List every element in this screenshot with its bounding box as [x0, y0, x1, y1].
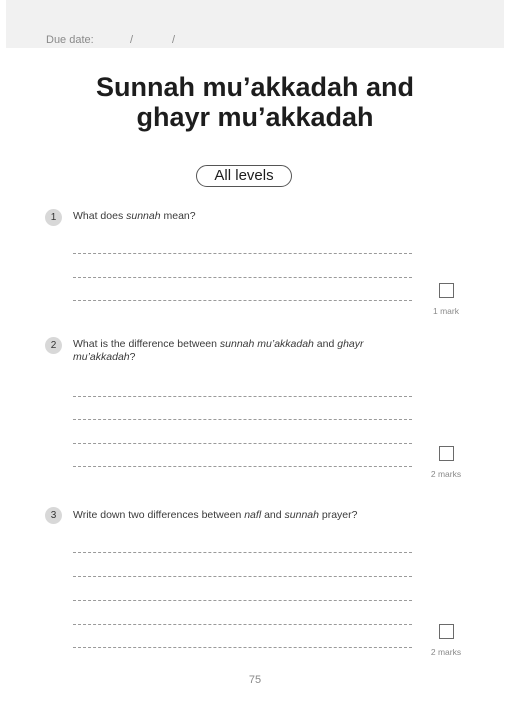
- level-badge: All levels: [196, 165, 292, 187]
- question-text-part: and: [313, 338, 338, 350]
- question-text: [73, 338, 403, 364]
- question-text-part: and: [261, 509, 285, 521]
- question-term: sunnah: [126, 210, 161, 222]
- mark-checkbox[interactable]: [439, 283, 454, 298]
- question-term: sunnah: [284, 509, 319, 521]
- answer-line[interactable]: [73, 443, 412, 444]
- mark-checkbox[interactable]: [439, 446, 454, 461]
- question-number: 1: [45, 209, 62, 226]
- question-text-part: prayer?: [318, 509, 358, 521]
- question-text-part: ?: [129, 351, 136, 363]
- question-text-part: Write down two differences between: [73, 509, 245, 521]
- question-text: [73, 509, 413, 522]
- answer-line[interactable]: [73, 576, 412, 577]
- marks-label: 2 marks: [430, 647, 462, 657]
- answer-line[interactable]: [73, 466, 412, 467]
- marks-label: 1 mark: [433, 306, 459, 316]
- answer-line[interactable]: [73, 300, 412, 301]
- page-number: 75: [248, 674, 262, 686]
- question-text: [73, 210, 413, 223]
- answer-line[interactable]: [73, 396, 412, 397]
- question-term: sunnah mu’akkadah: [219, 338, 314, 350]
- question-number: 3: [45, 507, 62, 524]
- answer-line[interactable]: [73, 552, 412, 553]
- mark-checkbox[interactable]: [439, 624, 454, 639]
- question-text-part: mean?: [160, 210, 196, 222]
- title-line: ghayr mu’akkadah: [136, 102, 374, 132]
- answer-line[interactable]: [73, 600, 412, 601]
- title-line: Sunnah mu’akkadah and: [95, 72, 415, 102]
- marks-label: 2 marks: [430, 469, 462, 479]
- question-text-part: What does: [73, 210, 127, 222]
- due-date-slash: /: [130, 34, 134, 46]
- answer-line[interactable]: [73, 419, 412, 420]
- question-term: ghayr mu’akkadah: [73, 338, 364, 363]
- answer-line[interactable]: [73, 253, 412, 254]
- question-text-part: What is the difference between: [73, 338, 220, 350]
- answer-line[interactable]: [73, 277, 412, 278]
- due-date-label: Due date:: [46, 34, 94, 46]
- answer-line[interactable]: [73, 647, 412, 648]
- question-term: nafl: [244, 509, 262, 521]
- question-number: 2: [45, 337, 62, 354]
- answer-line[interactable]: [73, 624, 412, 625]
- due-date-field: [46, 34, 176, 46]
- page-title: [0, 72, 510, 132]
- due-date-slash: /: [172, 34, 176, 46]
